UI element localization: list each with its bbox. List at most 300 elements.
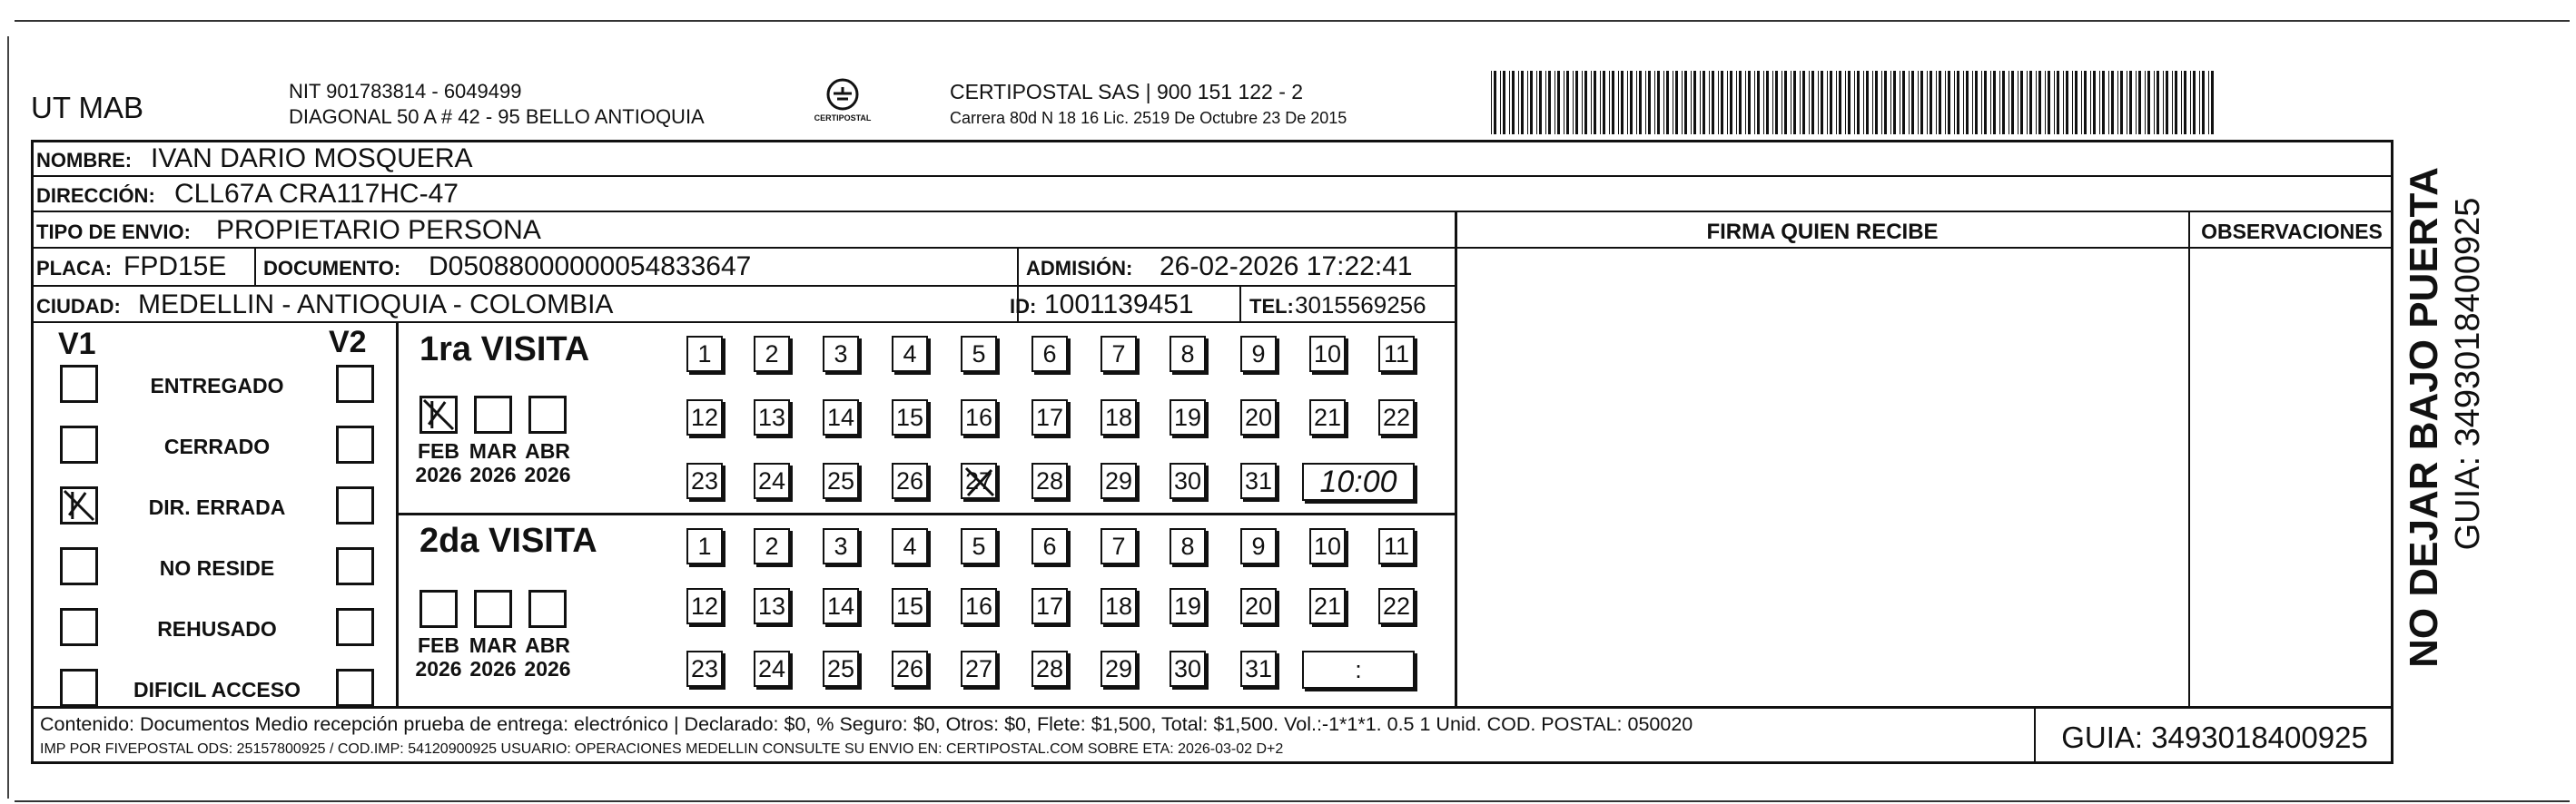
month-name: ABR [525, 633, 570, 657]
barcode-bar [2184, 71, 2186, 134]
day-box[interactable]: 25 [823, 463, 859, 499]
barcode-bar [1936, 71, 1937, 134]
status-v2-checkbox[interactable] [336, 486, 374, 525]
barcode-bar [1800, 71, 1801, 134]
barcode-bar [1594, 71, 1596, 134]
barcode-bar [1721, 71, 1723, 134]
barcode-bar [1521, 71, 1524, 134]
month-year: 2026 [469, 463, 517, 487]
barcode-bar [2036, 71, 2037, 134]
day-box[interactable]: 9 [1240, 528, 1277, 564]
day-box[interactable]: 4 [892, 528, 928, 564]
barcode-bar [2102, 71, 2105, 134]
day-box[interactable]: 10 [1309, 528, 1346, 564]
direccion-label: DIRECCIÓN: [36, 184, 155, 207]
day-box[interactable]: 18 [1100, 588, 1137, 624]
day-box[interactable]: 18 [1100, 399, 1137, 436]
placa-label: PLACA: [36, 257, 113, 279]
day-box[interactable]: 22 [1378, 588, 1415, 624]
barcode-bar [1736, 71, 1737, 134]
rule [31, 247, 1456, 249]
barcode-bar [1966, 71, 1969, 134]
tipo-value: PROPIETARIO PERSONA [216, 215, 541, 245]
day-box[interactable]: 24 [754, 463, 790, 499]
barcode-bar [1709, 71, 1710, 134]
barcode-bar [1818, 71, 1819, 134]
barcode-bar [1866, 71, 1869, 134]
barcode-bar [2008, 71, 2009, 134]
day-box[interactable]: 10 [1309, 336, 1346, 372]
footer-guia: GUIA: 3493018400925 [2061, 721, 2368, 754]
day-box[interactable]: 12 [686, 588, 723, 624]
barcode-bar [2157, 71, 2159, 134]
day-box[interactable]: 29 [1100, 651, 1137, 687]
barcode-bar [1636, 71, 1637, 134]
barcode-bar [1930, 71, 1932, 134]
admision-label: ADMISIÓN: [1026, 257, 1133, 279]
barcode-bar [1811, 71, 1814, 134]
barcode-bar [1584, 71, 1587, 134]
ciudad-value: MEDELLIN - ANTIOQUIA - COLOMBIA [138, 289, 614, 319]
barcode-bar [1494, 71, 1496, 134]
ciudad-label: CIUDAD: [36, 295, 121, 318]
barcode-bar [1845, 71, 1846, 134]
barcode-bar [1739, 71, 1742, 134]
barcode-bar [1675, 71, 1678, 134]
barcode-bar [1775, 71, 1778, 134]
barcode-bar [1975, 71, 1978, 134]
day-box[interactable]: 21 [1309, 399, 1346, 436]
barcode-bar [1827, 71, 1828, 134]
day-box[interactable]: 1 [686, 336, 723, 372]
barcode-bar [1881, 71, 1882, 134]
day-box[interactable]: 14 [823, 399, 859, 436]
barcode-bar [1754, 71, 1755, 134]
status-v1-checkbox[interactable] [60, 426, 98, 464]
tel-label: TEL: [1249, 295, 1294, 318]
status-v1-checkbox[interactable] [60, 608, 98, 646]
day-box[interactable]: 5 [961, 336, 997, 372]
barcode-bar [1573, 71, 1574, 134]
day-box[interactable]: 2 [754, 528, 790, 564]
barcode-bar [1875, 71, 1878, 134]
day-box[interactable]: 9 [1240, 336, 1277, 372]
barcode-bar [1618, 71, 1619, 134]
barcode-bar [1890, 71, 1891, 134]
barcode-bar [1872, 71, 1873, 134]
day-box[interactable]: 25 [823, 651, 859, 687]
rule [396, 321, 399, 706]
day-box[interactable]: 17 [1031, 399, 1068, 436]
status-v1-checkbox[interactable] [60, 365, 98, 403]
day-box[interactable]: 7 [1100, 528, 1137, 564]
barcode-bar [2175, 71, 2177, 134]
status-v1-checkbox[interactable] [60, 669, 98, 707]
barcode-bar [1609, 71, 1610, 134]
day-box[interactable]: 27 [961, 651, 997, 687]
v2-header: V2 [329, 325, 367, 359]
firma-header: FIRMA QUIEN RECIBE [1706, 220, 1939, 244]
status-label: NO RESIDE [159, 556, 275, 580]
status-v2-checkbox[interactable] [336, 669, 374, 707]
barcode-bar [1566, 71, 1569, 134]
day-box[interactable]: 28 [1031, 651, 1068, 687]
barcode-bar [2108, 71, 2109, 134]
day-box[interactable]: 13 [754, 588, 790, 624]
month-checkbox-mar[interactable] [474, 396, 512, 434]
day-box[interactable]: 27 [961, 463, 997, 499]
barcode-bar [2208, 71, 2209, 134]
direccion-value: CLL67A CRA117HC-47 [174, 179, 459, 209]
day-box[interactable]: 26 [892, 463, 928, 499]
month-name: FEB [418, 633, 459, 657]
time-box[interactable]: : [1302, 651, 1415, 689]
barcode-bar [2081, 71, 2082, 134]
placa-value: FPD15E [123, 251, 227, 281]
month-label [412, 439, 465, 487]
barcode-bar [2120, 71, 2123, 134]
day-box[interactable]: 19 [1170, 588, 1206, 624]
day-box[interactable]: 8 [1170, 528, 1206, 564]
month-checkbox-feb[interactable] [419, 396, 458, 434]
barcode-bar [1545, 71, 1546, 134]
day-box[interactable]: 20 [1240, 588, 1277, 624]
barcode-bar [1703, 71, 1705, 134]
barcode-bar [2193, 71, 2196, 134]
barcode-bar [1948, 71, 1950, 134]
status-v2-checkbox[interactable] [336, 426, 374, 464]
barcode-bar [2011, 71, 2014, 134]
barcode-bar [1530, 71, 1533, 134]
day-box[interactable]: 31 [1240, 651, 1277, 687]
rule [254, 247, 256, 285]
month-year: 2026 [469, 657, 517, 681]
day-box[interactable]: 3 [823, 336, 859, 372]
day-box[interactable]: 14 [823, 588, 859, 624]
day-box[interactable]: 16 [961, 399, 997, 436]
barcode-bar [1927, 71, 1928, 134]
barcode-bar [1536, 71, 1537, 134]
day-box[interactable]: 30 [1170, 463, 1206, 499]
barcode [1491, 71, 2217, 134]
barcode-bar [1666, 71, 1669, 134]
barcode-bar [1821, 71, 1823, 134]
barcode-bar [1730, 71, 1732, 134]
carrier-name: CERTIPOSTAL SAS | 900 151 122 - 2 [950, 80, 1304, 103]
month-name: MAR [469, 633, 518, 657]
v1-header: V1 [58, 327, 96, 361]
day-box[interactable]: 12 [686, 399, 723, 436]
day-box[interactable]: 11 [1378, 336, 1415, 372]
barcode-bar [1718, 71, 1719, 134]
barcode-bar [1963, 71, 1964, 134]
barcode-bar [1954, 71, 1955, 134]
month-label [412, 633, 465, 681]
carrier-license: Carrera 80d N 18 16 Lic. 2519 De Octubre 23 De 2015 [950, 109, 1347, 127]
month-year: 2026 [415, 463, 462, 487]
barcode-bar [2020, 71, 2023, 134]
barcode-bar [1920, 71, 1923, 134]
barcode-bar [1491, 71, 1492, 134]
barcode-bar [2117, 71, 2118, 134]
barcode-bar [2136, 71, 2137, 134]
day-box[interactable]: 21 [1309, 588, 1346, 624]
rule [396, 513, 1456, 515]
barcode-bar [2190, 71, 2191, 134]
barcode-bar [1784, 71, 1787, 134]
month-checkbox-abr[interactable] [528, 590, 567, 628]
barcode-bar [1657, 71, 1660, 134]
side-warning: NO DEJAR BAJO PUERTA [2402, 167, 2446, 668]
barcode-bar [2029, 71, 2032, 134]
company-name: UT MAB [31, 91, 144, 124]
barcode-bar [1557, 71, 1560, 134]
barcode-bar [1854, 71, 1855, 134]
barcode-bar [1627, 71, 1628, 134]
barcode-bar [1957, 71, 1959, 134]
barcode-bar [1693, 71, 1696, 134]
barcode-bar [2090, 71, 2091, 134]
status-label: CERRADO [163, 435, 271, 458]
barcode-bar [1727, 71, 1728, 134]
barcode-bar [1993, 71, 1996, 134]
barcode-bar [2181, 71, 2182, 134]
barcode-bar [1981, 71, 1982, 134]
barcode-bar [1893, 71, 1896, 134]
status-v1-checkbox[interactable] [60, 547, 98, 585]
barcode-bar [1645, 71, 1646, 134]
month-checkbox-mar[interactable] [474, 590, 512, 628]
left-edge-line [7, 36, 9, 799]
month-year: 2026 [415, 657, 462, 681]
company-nit: NIT 901783814 - 6049499 [289, 80, 522, 103]
footer-imp: IMP POR FIVEPOSTAL ODS: 25157800925 / COD.IMP: 54120900925 USUARIO: OPERACIONES MEDELLIN CONSULTE SU ENVIO EN: CERTIPOSTAL.COM SOBRE ETA: 2026-03-02 D+2 [40, 741, 1284, 757]
status-label: REHUSADO [157, 617, 277, 641]
admision-value: 26-02-2026 17:22:41 [1160, 251, 1413, 281]
day-box[interactable]: 5 [961, 528, 997, 564]
barcode-bar [1591, 71, 1592, 134]
barcode-bar [1518, 71, 1519, 134]
month-label [467, 439, 519, 487]
day-box[interactable]: 22 [1378, 399, 1415, 436]
barcode-bar [1911, 71, 1914, 134]
barcode-bar [1500, 71, 1501, 134]
day-box[interactable]: 15 [892, 399, 928, 436]
barcode-bar [1548, 71, 1551, 134]
barcode-bar [2084, 71, 2087, 134]
day-box[interactable]: 26 [892, 651, 928, 687]
barcode-bar [2099, 71, 2100, 134]
barcode-bar [1839, 71, 1841, 134]
barcode-bar [1766, 71, 1769, 134]
barcode-bar [1781, 71, 1782, 134]
barcode-bar [1999, 71, 2000, 134]
tipo-label: TIPO DE ENVIO: [36, 221, 191, 243]
barcode-bar [1691, 71, 1692, 134]
time-box[interactable]: 10:00 [1302, 463, 1415, 501]
barcode-bar [1848, 71, 1851, 134]
day-box[interactable]: 17 [1031, 588, 1068, 624]
day-box[interactable]: 6 [1031, 528, 1068, 564]
barcode-bar [1863, 71, 1864, 134]
day-box[interactable]: 11 [1378, 528, 1415, 564]
barcode-bar [2154, 71, 2155, 134]
barcode-bar [2075, 71, 2078, 134]
barcode-bar [2111, 71, 2114, 134]
barcode-bar [1684, 71, 1687, 134]
day-box[interactable]: 29 [1100, 463, 1137, 499]
day-box[interactable]: 13 [754, 399, 790, 436]
barcode-bar [2038, 71, 2041, 134]
status-label: DIR. ERRADA [148, 495, 286, 519]
barcode-bar [2072, 71, 2073, 134]
barcode-bar [1793, 71, 1796, 134]
barcode-bar [2163, 71, 2164, 134]
rule [1239, 285, 1241, 321]
nombre-value: IVAN DARIO MOSQUERA [151, 143, 473, 173]
day-box[interactable]: 2 [754, 336, 790, 372]
nombre-label: NOMBRE: [36, 149, 133, 172]
month-name: MAR [469, 439, 518, 463]
footer-contenido: Contenido: Documentos Medio recepción prueba de entrega: electrónico | Declarado: $0, % Seguro: $0, Otros: $0, Flete: $1,500, Total: $1,500. Vol.:-1*1*1. 0.5 1 Unid. COD. POSTAL: 050020 [40, 713, 1693, 735]
barcode-bar [1539, 71, 1542, 134]
barcode-bar [1582, 71, 1583, 134]
rule [31, 321, 1456, 323]
rule [1455, 211, 1457, 707]
barcode-bar [1682, 71, 1683, 134]
barcode-bar [1809, 71, 1810, 134]
barcode-bar [1939, 71, 1941, 134]
day-box[interactable]: 1 [686, 528, 723, 564]
barcode-bar [1757, 71, 1760, 134]
barcode-bar [1972, 71, 1973, 134]
barcode-bar [2048, 71, 2050, 134]
barcode-bar [1909, 71, 1910, 134]
day-box[interactable]: 7 [1100, 336, 1137, 372]
barcode-bar [1600, 71, 1601, 134]
barcode-bar [1527, 71, 1528, 134]
barcode-bar [1763, 71, 1764, 134]
day-box[interactable]: 16 [961, 588, 997, 624]
id-label: ID: [1010, 295, 1037, 318]
barcode-bar [2172, 71, 2173, 134]
barcode-bar [2054, 71, 2055, 134]
rule [31, 706, 2393, 709]
status-v1-checkbox[interactable] [60, 486, 98, 525]
day-box[interactable]: 23 [686, 463, 723, 499]
barcode-bar [2166, 71, 2168, 134]
day-box[interactable]: 31 [1240, 463, 1277, 499]
rule [31, 175, 2393, 177]
barcode-bar [1663, 71, 1664, 134]
documento-label: DOCUMENTO: [263, 257, 401, 279]
barcode-bar [2093, 71, 2096, 134]
barcode-bar [1857, 71, 1860, 134]
day-box[interactable]: 4 [892, 336, 928, 372]
barcode-bar [1836, 71, 1837, 134]
day-box[interactable]: 15 [892, 588, 928, 624]
day-box[interactable]: 23 [686, 651, 723, 687]
barcode-bar [2211, 71, 2214, 134]
month-checkbox-abr[interactable] [528, 396, 567, 434]
firma-area[interactable] [1458, 249, 2186, 704]
month-year: 2026 [524, 463, 571, 487]
documento-value: D05088000000054833647 [429, 251, 752, 281]
day-box[interactable]: 24 [754, 651, 790, 687]
status-v2-checkbox[interactable] [336, 365, 374, 403]
barcode-bar [1639, 71, 1642, 134]
barcode-bar [1945, 71, 1946, 134]
day-box[interactable]: 3 [823, 528, 859, 564]
barcode-bar [1575, 71, 1578, 134]
visit-2-title: 2da VISITA [419, 522, 597, 560]
barcode-bar [1554, 71, 1555, 134]
month-checkbox-feb[interactable] [419, 590, 458, 628]
status-label: ENTREGADO [150, 374, 284, 397]
barcode-bar [1603, 71, 1605, 134]
barcode-bar [1503, 71, 1505, 134]
day-box[interactable]: 6 [1031, 336, 1068, 372]
barcode-bar [1630, 71, 1633, 134]
certipostal-logo [813, 76, 873, 131]
barcode-bar [2129, 71, 2132, 134]
barcode-bar [2145, 71, 2146, 134]
status-v2-checkbox[interactable] [336, 547, 374, 585]
barcode-bar [1918, 71, 1919, 134]
rule [2188, 211, 2190, 707]
barcode-bar [2057, 71, 2059, 134]
barcode-bar [1990, 71, 1991, 134]
barcode-bar [2199, 71, 2200, 134]
barcode-bar [2147, 71, 2150, 134]
company-address: DIAGONAL 50 A # 42 - 95 BELLO ANTIOQUIA [289, 105, 705, 128]
barcode-bar [2066, 71, 2068, 134]
id-value: 1001139451 [1044, 289, 1194, 319]
day-box[interactable]: 28 [1031, 463, 1068, 499]
month-name: FEB [418, 439, 459, 463]
barcode-bar [1612, 71, 1614, 134]
barcode-bar [1745, 71, 1746, 134]
barcode-bar [1802, 71, 1805, 134]
barcode-bar [1509, 71, 1510, 134]
barcode-bar [1884, 71, 1887, 134]
month-label [467, 633, 519, 681]
day-box[interactable]: 19 [1170, 399, 1206, 436]
barcode-bar [2002, 71, 2005, 134]
barcode-bar [1984, 71, 1987, 134]
day-box[interactable]: 8 [1170, 336, 1206, 372]
barcode-bar [1902, 71, 1905, 134]
barcode-bar [2202, 71, 2205, 134]
month-year: 2026 [524, 657, 571, 681]
logo-text: CERTIPOSTAL [814, 113, 872, 123]
status-label: DIFICIL ACCESO [133, 678, 301, 701]
status-v2-checkbox[interactable] [336, 608, 374, 646]
barcode-bar [1830, 71, 1832, 134]
visit-1-title: 1ra VISITA [419, 330, 590, 368]
observaciones-area[interactable] [2192, 249, 2392, 704]
barcode-bar [1700, 71, 1701, 134]
barcode-bar [2027, 71, 2028, 134]
day-box[interactable]: 30 [1170, 651, 1206, 687]
day-box[interactable]: 20 [1240, 399, 1277, 436]
barcode-bar [1648, 71, 1651, 134]
barcode-bar [2063, 71, 2064, 134]
barcode-bar [1748, 71, 1751, 134]
barcode-bar [1621, 71, 1624, 134]
tel-value: 3015569256 [1295, 291, 1426, 319]
barcode-bar [1512, 71, 1515, 134]
